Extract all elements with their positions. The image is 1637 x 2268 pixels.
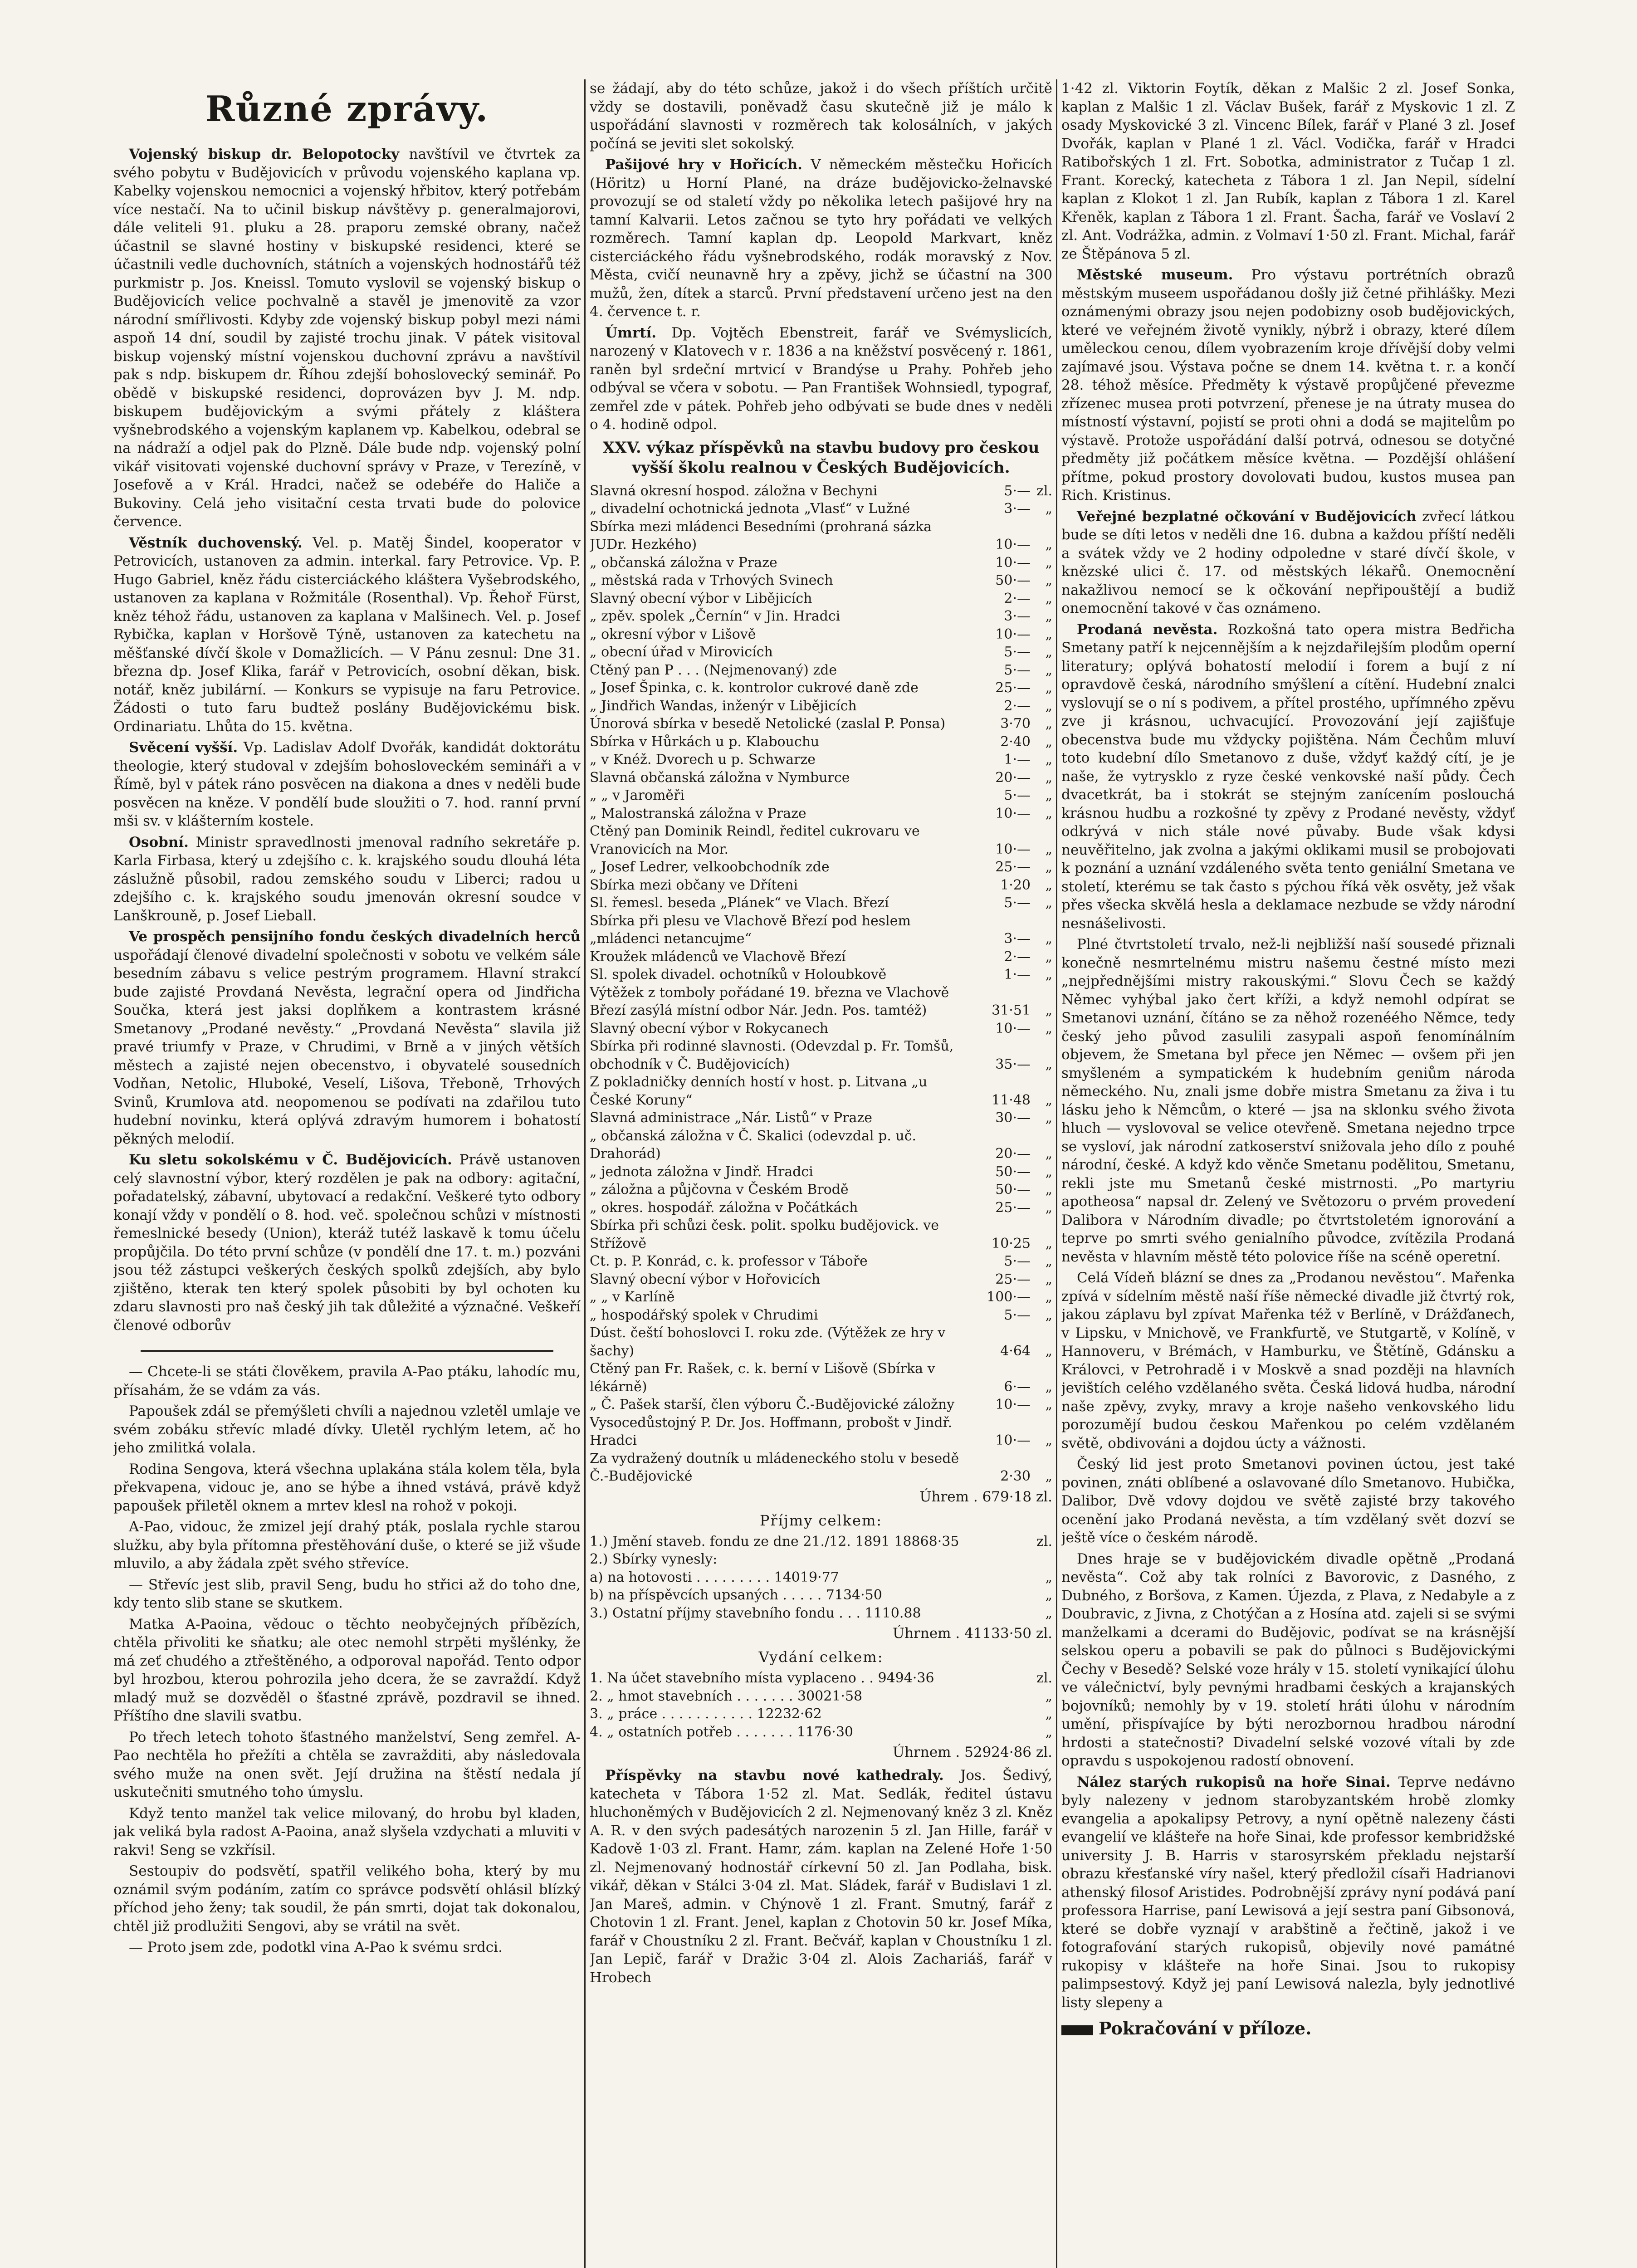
article-deaths: Úmrtí. Dp. Vojtěch Ebenstreit, farář ve Svémyslicích, narozený v Klatovech v r. 1836 a na kněžství posvěcený r. 1861, raněn byl srdeční mrtvicí v Brandýse u Prahy. Pohřeb jeho odbýval se včera v sobotu. — Pan František Wohnsiedl, typograf, zemřel zde v pátek. Pohřeb jeho odbývati se bude dnes v neděli o 4. hodině odpol. — [590, 324, 1052, 433]
donations-heading: XXV. výkaz příspěvků na stavbu budovy pro českou vyšší školu realnou v Českých Budějovicích. — [602, 438, 1040, 477]
article-personal: Osobní. Ministr spravedlnosti jmenoval radního sekretáře p. Karla Firbasa, který u zdejšího c. k. krajského soudu dlouhá léta záslužně působil, radou zemského soudu v Liberci; radou u zdejšího c. k. krajského soudu jmenován okresní soudce v Lanškrouně, p. Josef Lieball. — [113, 834, 581, 924]
ledger-value: „ — [1045, 1235, 1052, 1251]
ledger-value: 10·— — [995, 1020, 1031, 1036]
ledger-value: „ — [1045, 1706, 1052, 1722]
ledger-row — [590, 518, 1052, 554]
ledger-value: 1·— — [1004, 752, 1031, 767]
ledger-label: „ městská rada v Trhových Svinech — [590, 572, 833, 588]
ledger-row — [590, 1705, 1052, 1723]
story-paragraph: Papoušek zdál se přemýšleti chvíli a najednou vzletěl umlaje ve svém zobáku střevíc mladé dívky. Uletěl rychlým letem, ač ho jeho zmilitká volala. — [113, 1403, 581, 1456]
ledger-label: Sbírka mezi občany ve Dříteni — [590, 877, 798, 893]
article-heading: Úmrtí. — [605, 324, 657, 341]
ledger-label: Slavný obecní výbor v Hořovicích — [590, 1271, 821, 1287]
ledger-row — [590, 554, 1052, 572]
ledger-row — [590, 1109, 1052, 1127]
ledger-label: „ okres. hospodář. záložna v Počátkách — [590, 1199, 858, 1216]
ledger-label: „ Jindřich Wandas, inženýr v Liběјicích — [590, 698, 857, 714]
ledger-row — [590, 1450, 1052, 1486]
ledger-row — [590, 1252, 1052, 1271]
ledger-value: „ — [1045, 1002, 1052, 1018]
ledger-row — [590, 1396, 1052, 1414]
ledger-value: „ — [1045, 1724, 1052, 1740]
article-pension-fund: Ve prospěch pensijního fondu českých divadelních herců uspořádají členové divadelní společnosti v sobotu ve velkém sále besedním zábavu s velice pestrým programem. Hlavní strakcí bude zajisté Provdaná Nevěsta, legrační opera od Jindřicha Součka, která jest jaksi doplňkem a kontrastem krásné Smetanovy „Prodané nevěsty.“ „Provdaná Nevěsta“ slavila již pravé triumfy v Praze, v Chrudimi, v Brně a v jiných větších městech a zajisté nejen obecenstvo, i obyvatelé sousedních Vodňan, Netolic, Hluboké, Veselí, Lišova, Třeboně, Trhových Svinů, Krumlova atd. neopomenou se podívati na zdařilou tuto hudební novinku, která oplývá zdravým humorem i bohatostí pěkných melodií. — [113, 929, 581, 1147]
ledger-label: „ „ v Karlíně — [590, 1289, 675, 1305]
ledger-value: „ — [1045, 1271, 1052, 1287]
ledger-value: 2·— — [1004, 590, 1031, 606]
income-heading: Příjmy celkem: — [759, 1511, 883, 1529]
article-heading: Ve prospěch pensijního fondu českých divadelních herců — [129, 929, 581, 945]
ledger-label: Dúst. čeští bohoslovci I. roku zde. (Výtěžek ze hry v šachy) — [590, 1325, 946, 1359]
ledger-row — [590, 572, 1052, 590]
pointing-hand-icon — [1061, 2025, 1093, 2035]
ledger-label: „ záložna a půjčovna v Českém Brodě — [590, 1182, 849, 1198]
ledger-value: 20·— — [995, 769, 1031, 786]
ledger-label: 1. Na účet stavebního místa vyplaceno . . 9494·36 — [590, 1670, 934, 1686]
ledger-label: 2. „ hmot stavebních . . . . . . . 30021·58 — [590, 1688, 863, 1704]
ledger-value: „ — [1045, 787, 1052, 803]
column-1 — [113, 79, 581, 2268]
expense-heading: Vydání celkem: — [758, 1648, 884, 1666]
article-heading: Svěcení vyšší. — [129, 739, 238, 756]
article-cathedral: Příspěvky na stavbu nové kathedraly. Jos. Šedivý, katecheta v Tábora 1·52 zl. Mat. Sedlák, ředitel ústavu hluchoněmých v Budějovicích 2 zl. Nejmenovaný kněz 3 zl. Kněz A. R. v den svých padesátých narozenin 5 zl. Jan Hille, farář v Kadově 1·03 zl. Frant. Hamr, zám. kaplan na Zelené Hoře 1·50 zl. Nejmenovaný hodnostář církevní 50 zl. Jan Podlaha, bisk. vikář, děkan v Stálci 3·04 zl. Mat. Sládek, farář v Budislavi 1 zl. Jan Mareš, admin. v Chýnově 1 zl. Frant. Smutný, farář z Chotovin 1 zl. Frant. Jenel, kaplan z Chotovin 50 kr. Josef Míka, farář v Choustníku 2 zl. Frant. Bečvář, kaplan v Choustníku 1 zl. Jan Lepič, farář v Dražic 3·04 zl. Alois Zachariáš, farář v Hrobech — [590, 1767, 1052, 1986]
ledger-value: 20·— — [995, 1146, 1031, 1162]
ledger-value: 5·— — [1004, 662, 1031, 678]
article-heading: Prodaná nevěsta. — [1077, 621, 1218, 638]
ledger-row — [590, 787, 1052, 805]
ledger-value: „ — [1045, 1163, 1052, 1180]
ledger-value: 100·— — [987, 1289, 1031, 1305]
ledger-label: Za vydražený doutník u mládeneckého stolu v besedě Č.-Budějovické — [590, 1450, 959, 1484]
ledger-value: „ — [1045, 1289, 1052, 1305]
ledger-row — [590, 894, 1052, 912]
ledger-value: 3·— — [1004, 931, 1031, 947]
ledger-row — [590, 751, 1052, 769]
ledger-label: „ hospodářský spolek v Chrudimi — [590, 1307, 818, 1323]
ledger-label: b) na příspěvcích upsaných . . . . . 7134·50 — [590, 1587, 882, 1603]
income-list — [590, 1533, 1052, 1623]
ledger-value: 5·— — [1004, 1253, 1031, 1269]
ledger-label: 3. „ práce . . . . . . . . . . . 12232·62 — [590, 1706, 822, 1722]
article-continued: 1·42 zl. Viktorin Foytík, děkan z Malšic 2 zl. Josef Sonka, kaplan z Malšic 1 zl. Václav Bušek, farář z Myskovic 1 zl. Z osady Myskovické 3 zl. Vincenc Bílek, farář v Plané 3 zl. Josef Dvořák, kaplan v Plané 1 zl. Václ. Vodička, farář v Hradci Ratibořských 1 zl. Frt. Sobotka, administrator z Tučap 1 zl. Frant. Korecký, katecheta z Tábora 1 zl. Jan Nepil, sídelní kaplan z Klokot 1 zl. Jan Rubík, kaplan z Tábora 1 zl. Karel Křeněk, kaplan z Tábora 1 zl. Frant. Šacha, farář ve Voslaví 2 zl. Ant. Vodrážka, admin. z Volmaví 1·50 zl. Frant. Michal, farář ze Štěpánova 5 zl. — [1061, 80, 1515, 262]
ledger-label: „ občanská záložna v Č. Skalici (odevzdal p. uč. Drahorád) — [590, 1128, 917, 1162]
ledger-row — [590, 1037, 1052, 1073]
ledger-row — [590, 1586, 1052, 1604]
ledger-value: 11·48 — [992, 1092, 1031, 1108]
ledger-value: „ — [1045, 841, 1052, 857]
ledger-row — [590, 715, 1052, 733]
ledger-label: „ „ v Jaroměři — [590, 787, 685, 803]
income-total: Úhrnem . 41133·50 zl. — [892, 1625, 1052, 1642]
ledger-value: 5·— — [1004, 483, 1031, 499]
article-heading: Veřejné bezplatné očkování v Budějovicích — [1077, 508, 1417, 525]
continuation-note: Pokračování v příloze. — [1061, 2018, 1515, 2038]
ledger-value: 10·25 — [992, 1235, 1031, 1251]
ledger-row — [590, 1073, 1052, 1109]
ledger-row — [590, 661, 1052, 679]
article-bartered-bride: Prodaná nevěsta. Rozkošná tato opera mistra Bedřicha Smetany patří k nejcennějším a k nejzdařilejším plodům operní literatury; oplývá bohatostí melodií i forem a bují z ní opravdově česká, národního smýšlení a cítění. Hudební znalci vyslovují se o ní s podivem, a přítel prostého, upřímného zpěvu zve ji krásnou, uchvacující. Provozování její zajišťuje obecenstva bude mu vždycky pojištěna. Nám Čechům mluví toto kudební dílo Smetanovo z duše, vždyť každý cítí, je je naše, že vytrysklo z ryze české venkovské naší půdy. Čech dvacetkrát, ba i stokrát se stejným zanícením poslouchá krásnou hudbu a rozkošné ty zpěvy z Prodané nevěsty, vždyť odkrývá v nich stále nové půvaby. Bude však kdysi neuvěřitelno, jak zvolna a jakými oklikami musil se probojovati k poznání a uznání vzdáleného světa tento geniální Smetana ve století, kterému se tak často s pýchou říká věk osvěty, jež však přes všecka skvělá hesla a deklamace nezbude se vždy národní nesnášelivosti. — [1061, 621, 1515, 932]
article-military-bishop: Vojenský biskup dr. Belopotocky navštívil ve čtvrtek za svého pobytu v Budějovicích v průvodu vojenského kaplana vp. Kabelky vojenskou nemocnici a vojenský hřbitov, který potřebám více nestačí. Na to učinil biskup návštěvy p. generalmajorovi, dále veliteli 91. pluku a 28. praporu zemské obrany, načež účastnil se slavné hostiny v biskupské residenci, které se účastnili vedle duchovních, státních a vojenských hodnostářů též purkmistr p. Jos. Kneissl. Tomuto vyslovil se vojenský biskup o Budějovicích velice pochvalně a stavěl je jmenovitě za vzor národní smířlivosti. Kdyby zde vojenský biskup pobyl mezi námi aspoň 14 dní, soudil by zajisté trochu jinak. V pátek visitoval biskup vojenský místní vojenskou duchovní zprávu a navštívil pak s ndp. biskupem dr. Říhou zdejší bohoslovecký seminář. Po obědě v biskupské residenci, doprovázen byv J. M. ndp. biskupem budějovickým a svými přátely z kláštera vyšnebrodského a vojenským kaplanem vp. Kabelkou, odebral se na nádraží a odjel pak do Plzně. Dále bude ndp. vojenský polní vikář visitovati vojenské duchovní správy v Praze, v Terezíně, v Josefově a v Král. Hradci, načež se odebéře do Haliče a Bukoviny. Celá jeho visitační cesta trvati bude do polovice července. — [113, 146, 581, 530]
ledger-value: „ — [1045, 1020, 1052, 1036]
ledger-row — [590, 626, 1052, 644]
ledger-row — [590, 1271, 1052, 1289]
ledger-value: 50·— — [995, 1182, 1031, 1198]
ledger-value: „ — [1045, 554, 1052, 571]
ledger-row — [590, 805, 1052, 823]
ledger-value: „ — [1045, 662, 1052, 678]
ledger-row — [590, 769, 1052, 787]
article-heading: Věstník duchovenský. — [129, 534, 303, 551]
ledger-row — [590, 500, 1052, 518]
ledger-value: 6·— — [1004, 1378, 1031, 1395]
ledger-row — [590, 1288, 1052, 1306]
expense-total: Úhrnem . 52924·86 zl. — [892, 1744, 1052, 1760]
ledger-row — [590, 1324, 1052, 1360]
ledger-value: „ — [1045, 537, 1052, 552]
column-rule — [1056, 79, 1057, 2268]
ledger-value: „ — [1045, 590, 1052, 606]
ledger-value: 25·— — [995, 1271, 1031, 1287]
ledger-row — [590, 1360, 1052, 1396]
ledger-label: Sbírka v Hůrkách u p. Klabouchu — [590, 733, 820, 750]
ledger-label: „ okresní výbor v Lišově — [590, 626, 756, 642]
ledger-label: „ Malostranská záložna v Praze — [590, 805, 806, 821]
ledger-value: 2·— — [1004, 948, 1031, 965]
ledger-value: 50·— — [995, 572, 1031, 588]
ledger-value: 5·— — [1004, 787, 1031, 803]
ledger-row — [590, 607, 1052, 626]
story-paragraph: Rodina Sengova, která všechna uplakána stála kolem těla, byla překvapena, vidouc je, ano se hýbe a ihned vstává, právě když papoušek přiletěl oknem a mrtev klesl na rohož v pokoji. — [113, 1461, 581, 1514]
ledger-label: 2.) Sbírky vynesly: — [590, 1551, 718, 1567]
ledger-value: 10·— — [995, 841, 1031, 857]
ledger-label: „ Josef Špinka, c. k. kontrolor cukrové daně zde — [590, 680, 919, 696]
ledger-row — [590, 858, 1052, 876]
ledger-row — [590, 948, 1052, 966]
ledger-row — [590, 966, 1052, 984]
ledger-label: Ct. p. P. Konrád, c. k. professor v Táboře — [590, 1253, 868, 1269]
donations-total: Úhrem . 679·18 zl. — [919, 1488, 1052, 1505]
ledger-label: Únorová sbírka v besedě Netolické (zaslal P. Ponsa) — [590, 716, 946, 732]
ledger-value: 10·— — [995, 1397, 1031, 1413]
ledger-value: „ — [1045, 1343, 1052, 1359]
article-passion-plays: Pašijové hry v Hořicích. V německém městečku Hořicích (Höritz) u Horní Plané, na dráze budějovicko-želnavské provozují se od staletí vždy po několika letech pašijové hry na tamní Kalvarii. Letos začnou se tyto hry pořádati ve velkých rozměrech. Tamní kaplan dp. Leopold Markvart, kněz cisterciáckého řádu vyšnebrodského, rodák moravský z Nov. Města, cvičí neunavně hry a zpěvy, jichž se účastní na 300 mužů, žen, dítek a starců. První představení určeno jest na den 4. července t. r. — [590, 156, 1052, 320]
ledger-value: „ — [1045, 733, 1052, 750]
ledger-value: „ — [1045, 626, 1052, 642]
story-paragraph: — Chcete-li se státi člověkem, pravila A-Pao ptáku, lahodíc mu, přísahám, že se vdám za vás. — [113, 1364, 581, 1398]
article-museum: Městské museum. Pro výstavu portrétních obrazů městským museem uspořádanou došly již četné přihlášky. Mezi oznámenými obrazy jsou nejen podobizny osob budějovických, které ve veřejném životě vynikly, nýbrž i obrazy, které dílem uměleckou cenou, dílem vyobrazením kroje dřívější doby velmi zajímavé jsou. Výstava počne se dnem 14. května t. r. a končí 28. téhož měsíce. Předměty k výstavě propůjčené převezme zřízenec musea proti potvrzení, přenese je na útraty musea do místností výstavní, pojistí se proti ohni a dodá se majitelům po výstavě. Protože uspořádání další potrvá, odnesou se dotyčné předměty již počátkem měsíce května. — Pozdější ohlášení přítme, pokud prostory dovolovati budou, kustos musea pan Rich. Kristinus. — [1061, 267, 1515, 503]
column-3 — [1061, 79, 1515, 2268]
ledger-value: „ — [1045, 769, 1052, 786]
ledger-value: „ — [1045, 1092, 1052, 1108]
ledger-row — [590, 733, 1052, 751]
ledger-row — [590, 1533, 1052, 1551]
ledger-label: Ctěný pan P . . . (Nejmenovaný) zde — [590, 662, 837, 678]
ledger-value: 50·— — [995, 1163, 1031, 1180]
ledger-value: „ — [1045, 1468, 1052, 1484]
article-ordination: Svěcení vyšší. Vp. Ladislav Adolf Dvořák, kandidát doktorátu theologie, který studoval v zdejším bohosloveckém semináři a v Římě, byl v pátek ráno posvěcen na diakona a dnes v neděli bude posvěcen na kněze. V pondělí bude sloužiti o 7. hod. ranní první mši sv. v klášterním kostele. — [113, 739, 581, 829]
ledger-label: 1.) Jmění staveb. fondu ze dne 21./12. 1891 18868·35 — [590, 1533, 959, 1549]
story-paragraph: — Proto jsem zde, podotkl vina A-Pao k svému srdci. — [129, 1939, 503, 1955]
ledger-value: „ — [1045, 805, 1052, 821]
ledger-row — [590, 1020, 1052, 1038]
article-heading: Městské museum. — [1077, 267, 1233, 283]
ledger-label: Sbírka při rodinné slavnosti. (Odevzdal p. Fr. Tomšů, obchodník v Č. Budějovicích) — [590, 1038, 954, 1072]
ledger-value: „ — [1045, 931, 1052, 947]
ledger-value: 3·70 — [1000, 716, 1031, 732]
ledger-value: „ — [1045, 877, 1052, 893]
ledger-row — [590, 1687, 1052, 1706]
ledger-value: 10·— — [995, 805, 1031, 821]
ledger-value: 1·20 — [1000, 877, 1031, 893]
ledger-label: Sl. řemesl. beseda „Plánek“ ve Vlach. Březí — [590, 895, 889, 911]
ledger-value: „ — [1045, 1199, 1052, 1216]
ledger-row — [590, 1604, 1052, 1623]
ledger-label: Slavná okresní hospod. záložna v Bechyni — [590, 483, 878, 499]
article-paragraph: Celá Vídeň blázní se dnes za „Prodanou nevěstou“. Mařenka zpívá v sídelním městě naší říše německé divadle již čtvrtý rok, jakou záplavu byl zpívat Mařenka též v Berlíně, v Drážďanech, v Lipsku, v Mnichově, ve Frankfurtě, ve Stutgartě, v Kolíně, v Hannoveru, v Brémách, v Hamburku, ve Štětíně, Gdánsku a Královci, v Petrohradě i v Moskvě a snad později na hlavních jevištích celého vzdělaného světa. Česká lidová hudba, národní naše zpěvy, zvyky, mravy a kroje našeho venkovského lidu porozumějí budou českou Mařenkou po celém vzdělaném světě, obdivováni a dojdou úcty a vážnosti. — [1061, 1270, 1515, 1452]
ledger-value: 2·30 — [1000, 1468, 1031, 1484]
ledger-value: zl. — [1036, 483, 1052, 499]
ledger-label: Sl. spolek divadel. ochotníků v Holoubkově — [590, 967, 887, 982]
ledger-label: Slavný obecní výbor v Rokycanech — [590, 1020, 829, 1036]
article-heading: Příspěvky na stavbu nové kathedraly. — [605, 1767, 944, 1784]
article-paragraph: Dnes hraje se v budějovickém divadle opětně „Prodaná nevěsta“. Což aby tak rolníci z Bavorovic, z Dasného, z Dubného, z Boršova, z Kamen. Újezda, z Plava, z Nedabyle a z Doubravic, z Jivna, z Chotýčan a z Hosína atd. zajeli si se svými manželkami a dcerami do Budějovic, podívat se na krásnější selskou operu a pobavili se pak do půlnoci s Budějovickými Čechy v Besedě? Selské voze hrály v 15. století vynikající úlohu ve válečnictví, byly pevnými hradbami českých a krajanských bojovníků; nemohly by v 19. století hráti úlohu v národním umění, přispívajíce by býti nerozbornou hradbou národní hrdosti a statečnosti? Divadelní selské vozové vítali by zde opravdu s uspokojenou radostí obnovení. — [1061, 1550, 1515, 1769]
ledger-row — [590, 1414, 1052, 1450]
ledger-value: 2·— — [1004, 698, 1031, 714]
ledger-value: 10·— — [995, 537, 1031, 552]
article-vaccination: Veřejné bezplatné očkování v Budějovicích zvřecí látkou bude se díti letos v neděli dne 16. dubna a každou příští neděli a svátek vždy ve 2 hodiny odpoledne v staré dívčí škole, v knězské ulici č. 17. od městských lékařů. Onemocnění nakažlivou nemocí se k očkování nepřipouštějí a budiž onemocnění takové v čas oznámeno. — [1061, 508, 1515, 616]
ledger-label: „ v Knéž. Dvorech u p. Schwarze — [590, 752, 816, 767]
ledger-label: Sbírka mezi mládenci Besedními (prohraná sázka JUDr. Hezkého) — [590, 518, 932, 552]
ledger-value: „ — [1045, 967, 1052, 982]
ledger-value: 31·51 — [992, 1002, 1031, 1018]
ledger-value: 4·64 — [1000, 1343, 1031, 1359]
ledger-value: zl. — [1036, 1670, 1052, 1686]
article-heading: Osobní. — [129, 834, 189, 850]
ledger-row — [590, 643, 1052, 661]
ledger-value: „ — [1045, 572, 1052, 588]
story-paragraph: Sestoupiv do podsvětí, spatřil velikého boha, který by mu oznámil svým podáním, zatím co správce podsvětí ohlásil blízký příchod jeho ženy; tak soudil, že pán smrti, dojat tak dokonalou, chtěl již prodlužiti Sengovi, aby se vrátil na svět. — [113, 1863, 581, 1935]
ledger-label: „ občanská záložna v Praze — [590, 554, 777, 571]
ledger-value: „ — [1045, 752, 1052, 767]
ledger-row — [590, 1723, 1052, 1741]
ledger-label: Slavná administrace „Nár. Listů“ v Praze — [590, 1110, 872, 1126]
ledger-value: 25·— — [995, 1199, 1031, 1216]
article-clergy-news: Věstník duchovenský. Vel. p. Matěj Šindel, kooperator v Petrovicích, ustanoven za admin. interkal. fary Petrovice. Vp. P. Hugo Gabriel, kněz řádu cisterciáckého kláštera Vyšebrodského, ustanoven za kaplana v Rožmitále (Rosenthal). Vp. Řehoř Fürst, kněz téhož řádu, ustanoven za kaplana v Malšinech. Vel. p. Josef Rybička, kaplan v Horšově Týně, ustanoven za katechetu na měšťanské dívčí škole v Domažlicích. — V Pánu zesnul: Dne 31. března dp. Josef Klika, farář v Petrovicích, osobní děkan, bisk. notář, kněz jubilární. — Konkurs se vypisuje na faru Petrovice. Žádosti o tuto faru budtež poslány Budějovickému bisk. Ordinariatu. Lhůta do 15. května. — [113, 534, 581, 735]
ledger-value: „ — [1045, 1432, 1052, 1448]
article-sokol-rally: Ku sletu sokolskému v Č. Budějovicích. Právě ustanoven celý slavnostní výbor, který rozdělen je pak na odbory: agitační, pořadatelský, zábavní, ubytovací a redakční. Veškeré tyto odbory konají vždy v pondělí o 8. hod. več. společnou schůzi v místnosti řemeslnické besedy (Union), kteráž tutéž laskavě k tomu účelu propůjčila. Do této první schůze (v pondělí dne 17. t. m.) pozváni jsou též zástupci veškerých českých spolků zdejších, aby bylo zjištěno, kterak ten který spolek působiti by byl ochoten ku zdaru slavnosti pro naš český jih tak důležité a význačné. Veškeří členové odborův — [113, 1152, 581, 1334]
story-paragraph: Matka A-Paoina, vědouc o těchto neobyčejných příbězích, chtěla přivoliti ke sňatku; ale otec nemohl strpěti myšlénky, že má zeť chudého a ztřeštěného, a odporoval napořád. Tento odpor byl hrozbou, kterou pohrozila jeho dcera, že se zavraždí. Když mladý muž se dozvěděl o šťastné zprávě, pozdravil se ihned. Příštího dne slavili svatbu. — [113, 1616, 581, 1724]
column-rule — [584, 79, 586, 2268]
ledger-value: „ — [1045, 501, 1052, 517]
ledger-row — [590, 1569, 1052, 1587]
ledger-value: 35·— — [995, 1056, 1031, 1072]
section-title: Různé zprávy. — [205, 88, 489, 130]
ledger-value: „ — [1045, 1253, 1052, 1269]
ledger-row — [590, 1199, 1052, 1217]
ledger-row — [590, 1163, 1052, 1181]
ledger-row — [590, 984, 1052, 1020]
ledger-row — [590, 482, 1052, 500]
ledger-row — [590, 822, 1052, 858]
story-paragraph: — Střevíc jest slib, pravil Seng, budu ho střici až do toho dne, kdy tento slib stane se skutkem. — [113, 1576, 581, 1611]
ledger-row — [590, 1217, 1052, 1252]
ledger-value: 3·— — [1004, 608, 1031, 624]
ledger-label: Vysocedůstojný P. Dr. Jos. Hoffmann, probošt v Jindř. Hradci — [590, 1414, 953, 1448]
ledger-value: 3·— — [1004, 501, 1031, 517]
ledger-value: „ — [1045, 680, 1052, 696]
ledger-value: 25·— — [995, 680, 1031, 696]
story-paragraph: A-Pao, vidouc, že zmizel její drahý pták, poslala rychle starou služku, aby byla přítomna přestěhování duše, o které se již všude mluvilo, a aby žádala zpět svého střevíce. — [113, 1519, 581, 1572]
expense-list — [590, 1669, 1052, 1741]
ledger-value: „ — [1045, 1397, 1052, 1413]
ledger-value: „ — [1045, 1056, 1052, 1072]
article-heading: Nález starých rukopisů na hoře Sinai. — [1077, 1774, 1391, 1790]
ledger-value: 30·— — [995, 1110, 1031, 1126]
ledger-label: 4. „ ostatních potřeb . . . . . . . 1176·30 — [590, 1724, 853, 1740]
ledger-label: a) na hotovosti . . . . . . . . . 14019·77 — [590, 1569, 839, 1585]
article-heading: Vojenský biskup dr. Belopotocky — [129, 146, 400, 162]
ledger-label: Sbírka při schůzi česk. polit. spolku budějovick. ve Střížově — [590, 1217, 939, 1251]
ledger-value: „ — [1045, 1688, 1052, 1704]
ledger-row — [590, 697, 1052, 715]
ledger-value: 5·— — [1004, 1307, 1031, 1323]
ledger-label: „ jednota záložna v Jindř. Hradci — [590, 1163, 813, 1180]
ledger-value: „ — [1045, 1110, 1052, 1126]
ledger-label: „ Josef Ledrer, velkoobchodník zde — [590, 859, 830, 875]
article-sinai-manuscripts: Nález starých rukopisů na hoře Sinai. Teprve nedávno byly nalezeny v jednom starobyzantském hrobě zlomky evangelia a apokalipsy Petrovy, a nyní opětně nalezeny části evangelií ve klášteře na hoře Sinai, kde professor kembridžské university J. B. Harris v starosyrském překladu nejstarší obrazu křesťanské víry našel, který předložil císaři Hadrianovi athenský filosof Aristides. Podrobnější zprávy nyní podává paní professora Harrise, paní Lewisová a její sestra paní Gibsonová, které se dobře vyznají v arabštině a řečtině, jakož i ve fotografování starých rukopisů, objevily nové památné rukopisy v klášteře na hoře Sinai. Jsou to rukopisy palimpsestový. Když jej paní Lewisová nalezla, byly jednotlivé listy slepeny a — [1061, 1774, 1515, 2011]
ledger-value: 1·— — [1004, 967, 1031, 982]
ledger-label: Kroužek mládenců ve Vlachově Březí — [590, 948, 846, 965]
ledger-value: „ — [1045, 1378, 1052, 1395]
ledger-row — [590, 1127, 1052, 1163]
ledger-value: 2·40 — [1000, 733, 1031, 750]
article-heading: Pašijové hry v Hořicích. — [605, 156, 802, 173]
ledger-row — [590, 1181, 1052, 1199]
ledger-value: 10·— — [995, 554, 1031, 571]
ledger-value: „ — [1045, 644, 1052, 660]
article-paragraph: Český lid jest proto Smetanovi povinen úctou, jest také povinen, znáti oblíbené a oslavované dílo Smetanovo. Hubička, Dalibor, Dvě vdovy dojdou ve světě zajisté brzy takového ocenění jako Prodaná nevěsta, a tím vzdělaný svět dozví se ještě více o českém národě. — [1061, 1456, 1515, 1546]
ledger-value: „ — [1045, 1605, 1052, 1621]
ledger-value: „ — [1045, 895, 1052, 911]
ledger-value: „ — [1045, 608, 1052, 624]
ledger-row — [590, 679, 1052, 697]
ledger-label: Sbírka při plesu ve Vlachově Březí pod heslem „mládenci netancujme“ — [590, 913, 911, 947]
ledger-value: „ — [1045, 948, 1052, 965]
ledger-row — [590, 590, 1052, 608]
feuilleton-divider — [141, 1350, 553, 1352]
ledger-label: „ Č. Pašek starší, člen výboru Č.-Budějovické záložny — [590, 1397, 955, 1413]
donation-list — [590, 482, 1052, 1486]
ledger-value: „ — [1045, 1569, 1052, 1585]
ledger-value: 25·— — [995, 859, 1031, 875]
ledger-row — [590, 912, 1052, 948]
ledger-value: 5·— — [1004, 895, 1031, 911]
ledger-value: 5·— — [1004, 644, 1031, 660]
ledger-label: 3.) Ostatní příjmy stavebního fondu . . . 1110.88 — [590, 1605, 921, 1621]
article-heading: Ku sletu sokolskému v Č. Budějovicích. — [129, 1152, 452, 1168]
story-paragraph: Po třech letech tohoto šťastného manželství, Seng zemřel. A-Pao nechtěla ho přežíti a chtěla se zavražditi, aby následovala svého muže na onen svět. Její družina na štěstí nedala jí uskutečniti smutného toho úmyslu. — [113, 1729, 581, 1800]
ledger-row — [590, 1306, 1052, 1325]
ledger-value: „ — [1045, 1146, 1052, 1162]
ledger-label: „ obecní úřad v Mirovicích — [590, 644, 773, 660]
ledger-label: Slavný obecní výbor v Liběјicích — [590, 590, 812, 606]
ledger-row — [590, 1550, 1052, 1569]
ledger-value: „ — [1045, 1182, 1052, 1198]
ledger-label: Výtěžek z tomboly pořádané 19. března ve Vlachově Březí zasýlá místní odbor Nár. Jedn. Pos. tamtéž) — [590, 984, 949, 1018]
ledger-label: Z pokladničky denních hostí v host. p. Litvana „u České Koruny“ — [590, 1074, 928, 1108]
ledger-label: „ zpěv. spolek „Černín“ v Jin. Hradci — [590, 608, 840, 624]
ledger-row — [590, 1669, 1052, 1687]
ledger-label: Ctěný pan Fr. Rašek, c. k. berní v Lišově (Sbírka v lékárně) — [590, 1361, 935, 1395]
ledger-row — [590, 876, 1052, 894]
article-paragraph: Plné čtvrtstoletí trvalo, než-li nejbližší naší sousedé přiznali konečně nesmrtelnému mistru našemu čestné místo mezi „nejpřednějšími mistry rakouskými.“ Slovu Čech se každý Němec vyhýbal jako čert kříži, a když nemohl odpírat se Smetanovi uznání, čítáno se za něhož rozenéého Němce, tedy český jeho původ zasulili zasypali aspoň fenomínálním objevem, že Smetana byl přece jen Němec — ovšem při jen smyšleném a sympatickém k hudebním geniům národa německého. Nu, znali jsme dobře mistra Smetanu za živa i tu lásku jeho k Němcům, o které — jsa na sklonku svého života hluch — vyslovoval se velice otevřeně. Smetana nejedno trpce se vysloví, jak národní zatkoserství snižovala jeho dílo z pouhé národní, české. A když kdo věnče Smetanu podělitou, Smetanu, rekli jste mu Smetanů české mistrnosti. „Po martyriu apotheosa“ napsal dr. Zelený ve Světozoru o prvém provedení Dalibora v Národním divadle; po čtvrtstoletém ignorování a teprve po smrti svého genialního původce, zvítězila Prodaná nevěsta v hlavním městě této polovice říše na scéně operetní. — [1061, 936, 1515, 1265]
ledger-value: „ — [1045, 1587, 1052, 1603]
ledger-value: „ — [1045, 1307, 1052, 1323]
ledger-value: „ — [1045, 859, 1052, 875]
ledger-label: Ctěný pan Dominik Reindl, ředitel cukrovaru ve Vranovicích na Mor. — [590, 823, 920, 857]
ledger-value: „ — [1045, 716, 1052, 732]
ledger-value: 10·— — [995, 626, 1031, 642]
column-2 — [590, 79, 1052, 2268]
ledger-value: zl. — [1036, 1533, 1052, 1549]
article-continued: se žádají, aby do této schůze, jakož i do všech příštích určitě vždy se dostavili, poněvadž času skutečně již je málo k uspořádání slavnosti v rozměrech tak kolosálních, v jakých počíná se jeviti slet sokolský. — [590, 80, 1052, 152]
ledger-value: 10·— — [995, 1432, 1031, 1448]
ledger-label: „ divadelní ochotnická jednota „Vlasť“ v Lužné — [590, 501, 910, 517]
ledger-label: Slavná občanská záložna v Nymburce — [590, 769, 850, 786]
story-paragraph: Když tento manžel tak velice milovaný, do hrobu byl kladen, jak veliká byla radost A-Paoina, anaž slyšela vzdychati a mluviti v rakvi! Seng se vzkřísil. — [113, 1805, 581, 1858]
ledger-value: „ — [1045, 698, 1052, 714]
